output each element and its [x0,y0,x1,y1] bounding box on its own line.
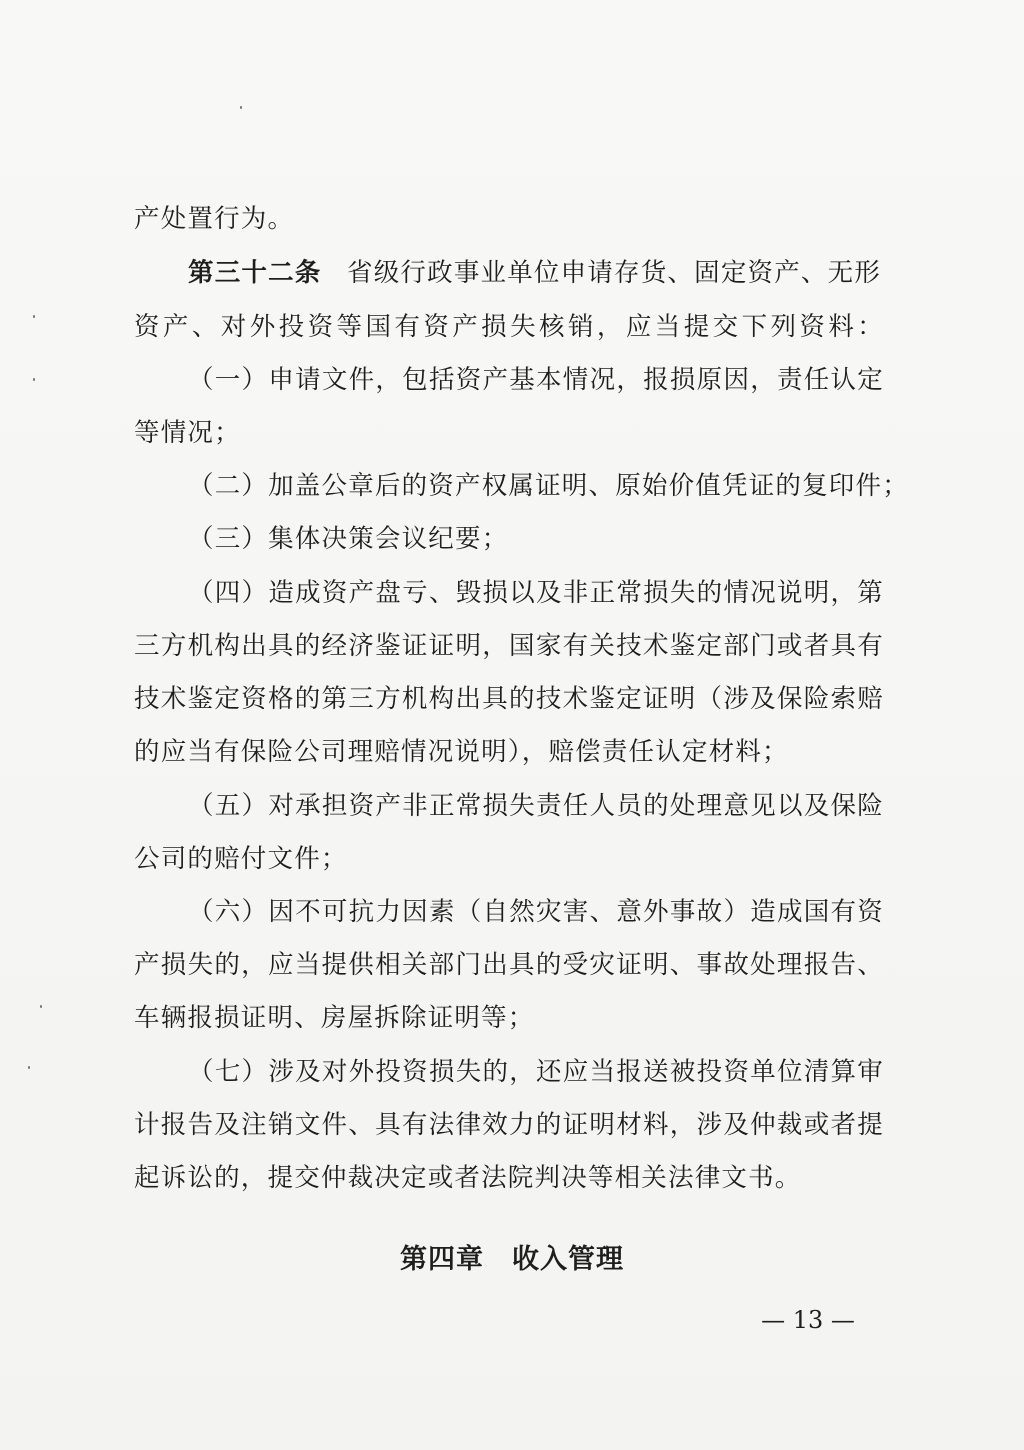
body-line: 车辆报损证明、房屋拆除证明等； [134,1003,535,1033]
list-item-2: （二）加盖公章后的资产权属证明、原始价值凭证的复印件； [188,471,909,501]
list-item-4: （四）造成资产盘亏、毁损以及非正常损失的情况说明，第 [188,578,884,608]
list-item-3: （三）集体决策会议纪要； [188,524,509,554]
list-item-6: （六）因不可抗力因素（自然灾害、意外事故）造成国有资 [188,897,884,927]
body-line: 计报告及注销文件、具有法律效力的证明材料，涉及仲裁或者提 [134,1110,884,1140]
article-label: 第三十二条 [188,258,322,288]
body-line: 资产、对外投资等国有资产损失核销，应当提交下列资料： [134,312,884,342]
body-line: 的应当有保险公司理赔情况说明），赔偿责任认定材料； [134,737,789,767]
list-item-7: （七）涉及对外投资损失的，还应当报送被投资单位清算审 [188,1057,884,1087]
body-line: 产损失的，应当提供相关部门出具的受灾证明、事故处理报告、 [134,950,884,980]
scan-speck [240,106,242,109]
body-line: 等情况； [134,418,241,448]
scan-speck [40,1005,42,1008]
list-item-5: （五）对承担资产非正常损失责任人员的处理意见以及保险 [188,791,884,821]
chapter-heading: 第四章 收入管理 [400,1244,624,1275]
article-32-first-line [188,255,884,291]
body-line: 起诉讼的，提交仲裁决定或者法院判决等相关法律文书。 [134,1163,802,1193]
body-line: 三方机构出具的经济鉴证证明，国家有关技术鉴定部门或者具有 [134,631,884,661]
body-line: 省级行政事业单位申请存货、固定资产、无形 [347,258,882,288]
scan-speck [33,378,35,381]
list-item-1: （一）申请文件，包括资产基本情况，报损原因，责任认定 [188,365,884,395]
scan-speck [28,1066,30,1069]
body-line: 技术鉴定资格的第三方机构出具的技术鉴定证明（涉及保险索赔 [134,684,884,714]
body-line: 公司的赔付文件； [134,844,348,874]
scan-speck [33,315,35,318]
page-number: — 13 — [761,1306,855,1334]
body-line: 产处置行为。 [134,204,295,234]
